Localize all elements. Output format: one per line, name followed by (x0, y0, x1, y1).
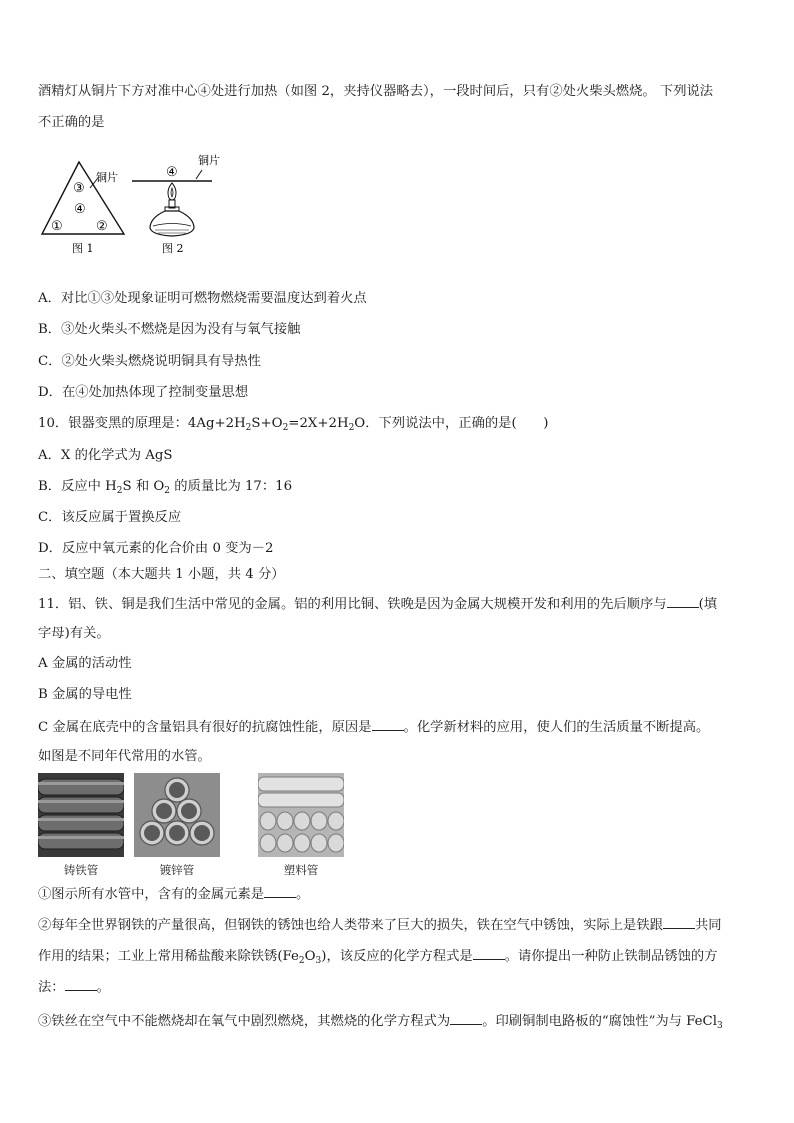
figure-2-copper-label: 铜片 (198, 154, 220, 167)
pipe-caption-plastic: 塑料管 (283, 863, 319, 877)
q10-option-b-part-a: B．反应中 H (38, 479, 117, 494)
q11-option-b: B 金属的导电性 (38, 687, 132, 702)
subscript: 2 (116, 486, 123, 496)
pipe-caption-cast-iron: 铸铁管 (63, 863, 99, 877)
figure-2-caption: 图 2 (162, 242, 184, 255)
answer-blank[interactable] (663, 916, 695, 929)
q10-stem-part-d: O．下列说法中，正确的是( ) (354, 416, 549, 431)
figure-1-num-1: ① (51, 219, 63, 234)
figure-1-num-2: ② (96, 219, 108, 234)
subscript: 2 (245, 423, 252, 433)
q11-subquestion-2-line-1 (38, 916, 722, 934)
figure-1-triangle (38, 148, 128, 256)
q9-option-a: A．对比①③处现象证明可燃物燃烧需要温度达到着火点 (38, 291, 367, 306)
figure-2-num-4: ④ (166, 165, 178, 180)
plastic-pipe-photo (258, 773, 344, 857)
figure-1-num-3: ③ (73, 181, 85, 196)
figure-1-copper-label: 铜片 (96, 171, 118, 184)
answer-blank[interactable] (473, 947, 505, 960)
q11-option-c-text: C 金属在底壳中的含量铝具有很好的抗腐蚀性能，原因是 (38, 720, 372, 735)
q11-subquestion-1 (38, 885, 309, 903)
q10-stem-part-a: 10．银器变黑的原理是：4Ag+2H (38, 416, 246, 431)
q11-sub3-end: 。印刷铜制电路板的“腐蚀性”为与 FeCl (482, 1014, 717, 1029)
subscript: 3 (315, 956, 322, 966)
q11-sub2-line2-text: 作用的结果；工业上常用稀盐酸来除铁锈(Fe (38, 949, 299, 964)
q10-stem-part-b: S+O (251, 416, 283, 431)
q9-option-d: D．在④处加热体现了控制变量思想 (38, 385, 249, 400)
galvanized-pipe-photo (134, 773, 220, 857)
q11-sub2-line3-end: 。 (96, 980, 110, 995)
q10-option-b-part-c: 的质量比为 17：16 (170, 479, 293, 494)
answer-blank[interactable] (450, 1012, 482, 1025)
subscript: 3 (716, 1021, 723, 1031)
pipes-intro: 如图是不同年代常用的水管。 (38, 749, 211, 764)
q9-option-c: C．②处火柴头燃烧说明铜具有导热性 (38, 354, 261, 369)
q10-option-b (38, 479, 292, 499)
q11-sub3-text: ③铁丝在空气中不能燃烧却在氧气中剧烈燃烧，其燃烧的化学方程式为 (38, 1014, 451, 1029)
pipe-caption-galvanized: 镀锌管 (159, 863, 195, 877)
q11-sub2-text: ②每年全世界钢铁的产量很高，但钢铁的锈蚀也给人类带来了巨大的损失，铁在空气中锈蚀，实际上是铁跟 (38, 918, 663, 933)
section-2-heading: 二、填空题（本大题共 1 小题，共 4 分） (38, 567, 285, 582)
figure-1-num-4: ④ (74, 202, 86, 217)
subscript: 2 (348, 423, 355, 433)
q10-option-a: A．X 的化学式为 AgS (38, 448, 173, 463)
figure-2-alcohol-lamp (128, 148, 223, 256)
subscript: 2 (164, 486, 171, 496)
q11-option-a: A 金属的活动性 (38, 656, 132, 671)
q11-line-2: 字母)有关。 (38, 626, 110, 641)
q11-line-1-text: 11．铝、铁、铜是我们生活中常见的金属。铝的利用比铜、铁晚是因为金属大规模开发和利用的先后顺序与 (38, 597, 667, 612)
q10-stem-part-c: =2X+2H (288, 416, 349, 431)
q11-subquestion-2-line-2 (38, 947, 717, 969)
answer-blank[interactable] (65, 978, 97, 991)
subscript: 2 (282, 423, 289, 433)
question-intro-line-1: 酒精灯从铜片下方对准中心④处进行加热（如图 2，夹持仪器略去），一段时间后，只有②处火柴头燃烧。 下列说法 (38, 84, 714, 99)
q11-sub2-line2-mid: )，该反应的化学方程式是 (321, 949, 473, 964)
q11-sub2-line3-text: 法： (38, 980, 65, 995)
question-intro-line-2: 不正确的是 (38, 115, 105, 130)
q11-line-1-end: (填 (698, 597, 718, 612)
q10-option-b-part-b: S 和 O (122, 479, 165, 494)
q10-option-d: D．反应中氧元素的化合价由 0 变为－2 (38, 541, 274, 556)
q11-sub2-oxygen: O (304, 949, 316, 964)
q10-option-c: C．该反应属于置换反应 (38, 510, 182, 525)
q11-line-1 (38, 595, 717, 613)
answer-blank[interactable] (667, 595, 699, 608)
q11-subquestion-3 (38, 1012, 723, 1034)
q11-option-c (38, 718, 709, 736)
answer-blank[interactable] (264, 885, 296, 898)
cast-iron-pipe-photo (38, 773, 124, 857)
subscript: 2 (298, 956, 305, 966)
q11-sub1-text: ①图示所有水管中，含有的金属元素是 (38, 887, 265, 902)
figure-1-caption: 图 1 (72, 242, 94, 255)
q11-subquestion-2-line-3 (38, 978, 110, 996)
q11-sub2-line2-end: 。请你提出一种防止铁制品锈蚀的方 (504, 949, 718, 964)
q9-option-b: B．③处火柴头不燃烧是因为没有与氧气接触 (38, 322, 301, 337)
q10-stem (38, 416, 548, 436)
q11-sub1-end: 。 (296, 887, 310, 902)
q11-sub2-end: 共同 (694, 918, 722, 933)
answer-blank[interactable] (372, 718, 404, 731)
q11-option-c-end: 。化学新材料的应用，使人们的生活质量不断提高。 (403, 720, 710, 735)
